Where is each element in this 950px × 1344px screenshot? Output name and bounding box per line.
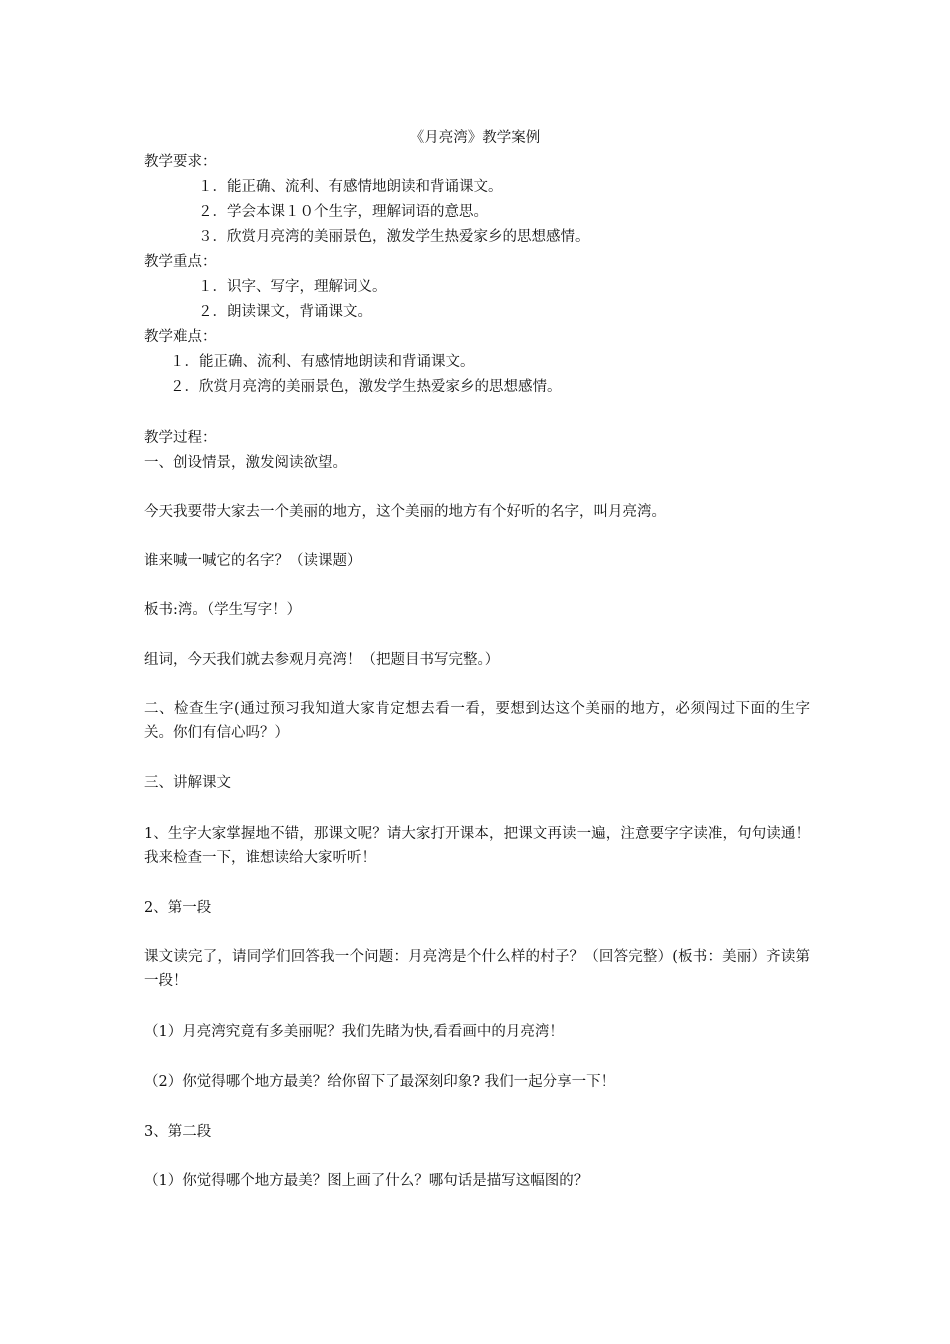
process-paragraph: 一、创设情景，激发阅读欲望。	[144, 455, 347, 471]
document-title: 《月亮湾》教学案例	[409, 130, 541, 146]
requirement-item: ２．学会本课１０个生字，理解词语的意思。	[198, 204, 488, 220]
process-paragraph: 谁来喊一喊它的名字？（读课题）	[144, 553, 362, 569]
requirement-item: ３．欣赏月亮湾的美丽景色，激发学生热爱家乡的思想感情。	[198, 229, 590, 245]
key-point-item: １．识字、写字，理解词义。	[198, 279, 387, 295]
difficulty-item: １．能正确、流利、有感情地朗读和背诵课文。	[170, 354, 475, 370]
process-paragraph: （1）你觉得哪个地方最美？图上画了什么？哪句话是描写这幅图的？	[144, 1173, 589, 1189]
process-paragraph: 1、生字大家掌握地不错，那课文呢？请大家打开课本，把课文再读一遍，注意要字字读准，句句读通！我来检查一下，谁想读给大家听听！	[144, 826, 810, 866]
requirement-item: １．能正确、流利、有感情地朗读和背诵课文。	[198, 179, 503, 195]
key-point-item: ２．朗读课文，背诵课文。	[198, 304, 372, 320]
process-paragraph: 3、第二段	[144, 1124, 212, 1140]
process-paragraph: （1）月亮湾究竟有多美丽呢？我们先睹为快,看看画中的月亮湾！	[144, 1024, 564, 1040]
process-paragraph: 2、第一段	[144, 900, 212, 916]
difficulties-heading: 教学难点：	[144, 329, 217, 345]
process-paragraph: 二、检查生字(通过预习我知道大家肯定想去看一看，要想到达这个美丽的地方，必须闯过下面的生字关。你们有信心吗？）	[144, 701, 810, 741]
process-paragraph: 组词，今天我们就去参观月亮湾！（把题目书写完整。）	[144, 652, 500, 668]
requirements-heading: 教学要求：	[144, 154, 217, 170]
process-paragraph: 今天我要带大家去一个美丽的地方，这个美丽的地方有个好听的名字，叫月亮湾。	[144, 504, 666, 520]
process-paragraph: 三、讲解课文	[144, 775, 231, 791]
process-paragraph: 板书:湾。（学生写字！）	[144, 602, 302, 618]
process-paragraph: 课文读完了，请同学们回答我一个问题：月亮湾是个什么样的村子？（回答完整）(板书：美丽）齐读第一段！	[144, 949, 810, 989]
key-points-heading: 教学重点：	[144, 254, 217, 270]
process-heading: 教学过程：	[144, 430, 217, 446]
process-paragraph: （2）你觉得哪个地方最美？给你留下了最深刻印象? 我们一起分享一下！	[144, 1074, 616, 1090]
difficulty-item: ２．欣赏月亮湾的美丽景色，激发学生热爱家乡的思想感情。	[170, 379, 562, 395]
